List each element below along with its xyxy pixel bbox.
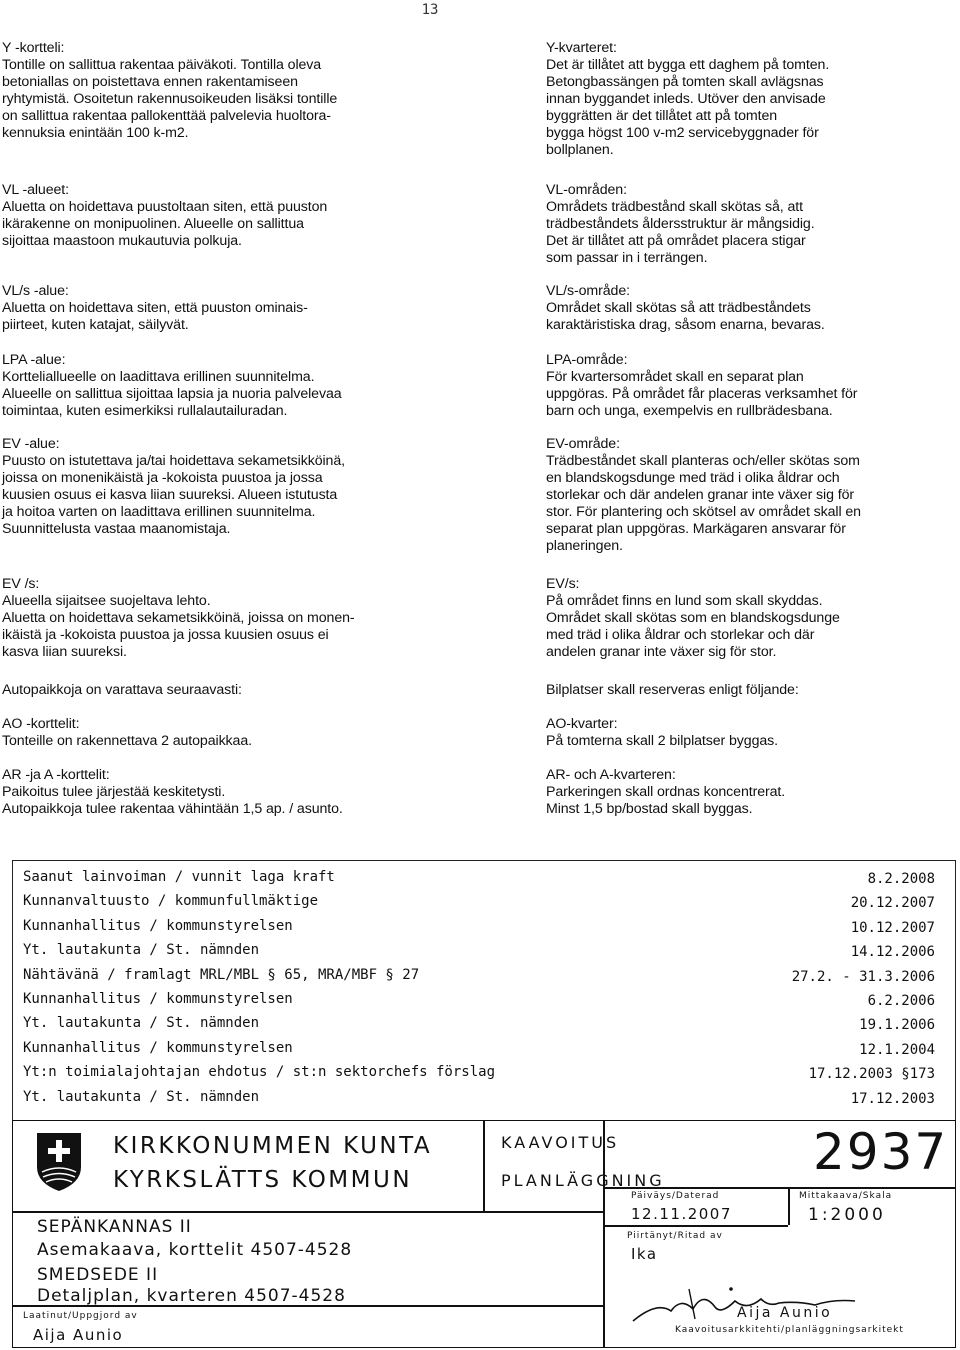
sv-regulation-line: På tomterna skall 2 bilplatser byggas. [546,733,778,749]
plan-name-sv: SMEDSEDE II [37,1265,159,1285]
fi-regulation-block [2,682,422,699]
scale-value: 1:2000 [808,1205,886,1225]
approval-row [13,914,955,938]
sv-regulation-line: bygga högst 100 v-m2 servicebyggnader för [546,125,819,141]
sv-regulation-block [546,682,956,699]
fi-regulation-line: ikärakenne on monipuolinen. Alueelle on sallittua [2,216,304,232]
fi-regulation-line: betoniallas on poistettava ennen rakentamiseen [2,74,298,90]
municipal-crest-icon [35,1131,83,1193]
fi-regulation-line: piirteet, kuten katajat, säilyvät. [2,317,189,333]
fi-regulation-line: kuusien osuus ei kasva liian suureksi. Alueen istutusta [2,487,338,503]
sv-regulation-line: Betongbassängen på tomten skall avlägsnas [546,74,824,90]
fi-regulation-line: sijoittaa maastoon mukautuvia polkuja. [2,233,242,249]
approval-row [13,865,955,889]
fi-regulation-line: kennuksia enintään 100 k-m2. [2,125,189,141]
sv-regulation-line: innan byggandet inleds. Utöver den anvisade [546,91,826,107]
sv-regulation-line: storlekar och där andelen granar inte växer sig för [546,487,854,503]
plan-description-sv: Detaljplan, kvarteren 4507-4528 [37,1286,346,1306]
fi-regulation-line: Suunnittelusta vastaa maanomistaja. [2,521,231,537]
approval-row [13,1036,955,1060]
approval-date: 19.1.2006 [859,1017,935,1034]
fi-regulation-heading: EV -alue: [2,436,60,452]
sv-regulation-heading: AR- och A-kvarteren: [546,767,676,783]
approval-body: Yt. lautakunta / St. nämnden [23,1088,260,1105]
fi-regulation-line: joissa on monenikäistä ja -kokoista puustoa ja jossa [2,470,323,486]
title-block [12,1120,956,1348]
fi-regulation-line: on sallittua rakentaa pallokenttää palvelevia huoltora- [2,108,331,124]
drawn-by-name: Ika [631,1245,658,1263]
fi-regulation-line: ikäistä ja -kokoista puustoa ja jossa kuusien osuus ei [2,627,329,643]
scale-label: Mittakaava/Skala [799,1191,893,1201]
drawn-by-label: Piirtänyt/Ritad av [627,1231,723,1241]
sv-regulation-line: karaktäristiska drag, såsom enarna, bevaras. [546,317,825,333]
fi-regulation-line: ryhtymistä. Osoitetun rakennusoikeuden lisäksi tontille [2,91,338,107]
fi-regulation-line: Tontille on sallittua rakentaa päiväkoti. Tontilla oleva [2,57,322,73]
sv-regulation-line: trädbeståndets åldersstruktur är mångsidig. [546,216,815,232]
fi-regulation-heading: VL/s -alue: [2,283,69,299]
dated-label: Päiväys/Daterad [631,1191,720,1201]
sv-regulation-line: byggrätten är det tillåtet att på tomten [546,108,778,124]
sv-regulation-line: Området skall skötas så att trädbeståndets [546,300,811,316]
fi-regulation-line: ja hoitoa varten on laadittava erillinen suunnitelma. [2,504,316,520]
fi-regulation-block [2,352,422,420]
fi-regulation-heading: AR -ja A -korttelit: [2,767,110,783]
sv-regulation-heading: Y-kvarteret: [546,40,617,56]
sv-regulation-line: en blandskogsdunge med träd i olika åldrar och [546,470,840,486]
approval-date: 17.12.2003 [850,1090,935,1107]
dated-value: 12.11.2007 [631,1205,732,1223]
plan-number: 2937 [813,1123,949,1181]
sv-regulation-line: andelen granar inte växer sig för stor. [546,644,777,660]
sv-regulation-heading: VL/s-område: [546,283,630,299]
fi-regulation-block [2,716,422,750]
municipality-name-sv: KYRKSLÄTTS KOMMUN [113,1167,413,1193]
sv-regulation-line: Parkeringen skall ordnas koncentrerat. [546,784,786,800]
sv-regulation-line: Minst 1,5 bp/bostad skall byggas. [546,801,753,817]
fi-regulation-block [2,767,422,818]
approval-body: Saanut lainvoiman / vunnit laga kraft [23,869,335,885]
sv-regulation-block [546,576,956,661]
sv-regulation-line: bollplanen. [546,142,614,158]
approval-date: 17.12.2003 §173 [808,1066,935,1083]
municipality-name-fi: KIRKKONUMMEN KUNTA [113,1133,433,1159]
approval-row [13,963,955,987]
fi-regulation-line: Alueella sijaitsee suojeltava lehto. [2,593,211,609]
fi-regulation-line: toimintaa, kuten esimerkiksi rullalautailuradan. [2,403,288,419]
signer-name: Aija Aunio [737,1305,833,1321]
approval-body: Kunnanvaltuusto / kommunfullmäktige [23,893,319,910]
sv-regulation-line: planeringen. [546,538,623,554]
fi-regulation-line: Paikoitus tulee järjestää keskitetysti. [2,784,226,800]
approval-table [12,860,956,1124]
approval-body: Kunnanhallitus / kommunstyrelsen [23,917,293,934]
sv-regulation-heading: AO-kvarter: [546,716,618,732]
approval-date: 27.2. - 31.3.2006 [791,968,935,985]
fi-regulation-line: Aluetta on hoidettava sekametsikköinä, joissa on monen- [2,610,355,626]
sv-regulation-line: På området finns en lund som skall skyddas. [546,593,823,609]
approval-body: Yt. lautakunta / St. nämnden [23,942,260,959]
approval-row [13,1011,955,1035]
approval-row [13,938,955,962]
sv-regulation-block [546,182,956,267]
fi-regulation-block [2,40,422,142]
sv-regulation-line: separat plan uppgöras. Markägaren ansvarar för [546,521,846,537]
approval-date: 20.12.2007 [850,895,935,912]
fi-regulation-line: Tonteille on rakennettava 2 autopaikkaa. [2,733,252,749]
sv-regulation-line: som passar in i terrängen. [546,250,708,266]
approval-body: Kunnanhallitus / kommunstyrelsen [23,991,293,1007]
fi-regulation-block [2,182,422,250]
fi-regulation-heading: Autopaikkoja on varattava seuraavasti: [2,682,242,698]
approval-row [13,987,955,1011]
approval-body: Yt. lautakunta / St. nämnden [23,1015,260,1032]
department-sv: PLANLÄGGNING [501,1171,665,1190]
fi-regulation-block [2,283,422,334]
fi-regulation-line: Puusto on istutettava ja/tai hoidettava sekametsikköinä, [2,453,345,469]
plan-description-fi: Asemakaava, korttelit 4507-4528 [37,1240,353,1260]
sv-regulation-line: Området skall skötas som en blandskogsdunge [546,610,840,626]
approval-date: 12.1.2004 [859,1041,935,1058]
approval-row [13,889,955,913]
sv-regulation-line: stor. För plantering och skötsel av området skall en [546,504,861,520]
sv-regulation-line: Det är tillåtet att bygga ett daghem på tomten. [546,57,830,73]
fi-regulation-line: Aluetta on hoidettava puustoltaan siten, että puuston [2,199,328,215]
fi-regulation-heading: EV /s: [2,576,40,592]
sv-regulation-block [546,716,956,750]
prepared-by-name: Aija Aunio [33,1326,124,1344]
approval-date: 10.12.2007 [850,919,935,936]
sv-regulation-heading: EV/s: [546,576,580,592]
sv-regulation-line: Trädbeståndet skall planteras och/eller skötas som [546,453,860,469]
approval-date: 6.2.2006 [867,993,935,1009]
sv-regulation-line: barn och unga, exempelvis en rullbrädesbana. [546,403,833,419]
sv-regulation-heading: Bilplatser skall reserveras enligt följande: [546,682,799,698]
approval-date: 8.2.2008 [867,871,935,887]
approval-body: Kunnanhallitus / kommunstyrelsen [23,1039,293,1056]
signer-title: Kaavoitusarkkitehti/planläggningsarkitekt [675,1325,904,1335]
sv-regulation-block [546,436,956,555]
fi-regulation-block [2,576,422,661]
sv-regulation-block [546,767,956,818]
fi-regulation-heading: LPA -alue: [2,352,66,368]
fi-regulation-line: Alueelle on sallittua sijoittaa lapsia ja nuoria palvelevaa [2,386,342,402]
approval-row [13,1060,955,1084]
approval-date: 14.12.2006 [850,944,935,961]
fi-regulation-heading: Y -kortteli: [2,40,65,56]
sv-regulation-line: Områdets trädbestånd skall skötas så, att [546,199,803,215]
fi-regulation-line: Aluetta on hoidettava siten, että puuston ominais- [2,300,308,316]
department-fi: KAAVOITUS [501,1133,620,1152]
sv-regulation-heading: EV-område: [546,436,620,452]
fi-regulation-line: kasva liian suureksi. [2,644,127,660]
fi-regulation-heading: AO -korttelit: [2,716,80,732]
sv-regulation-heading: LPA-område: [546,352,628,368]
approval-body: Nähtävänä / framlagt MRL/MBL § 65, MRA/MBF § 27 [23,966,420,983]
approval-row [13,1085,955,1109]
fi-regulation-line: Autopaikkoja tulee rakentaa vähintään 1,5 ap. / asunto. [2,801,343,817]
sv-regulation-block [546,283,956,334]
sv-regulation-line: med träd i olika åldrar och storlekar och där [546,627,815,643]
sv-regulation-line: För kvartersområdet skall en separat plan [546,369,804,385]
fi-regulation-heading: VL -alueet: [2,182,69,198]
sv-regulation-heading: VL-områden: [546,182,627,198]
plan-name-fi: SEPÄNKANNAS II [37,1217,192,1237]
sv-regulation-line: Det är tillåtet att på området placera stigar [546,233,806,249]
approval-body: Yt:n toimialajohtajan ehdotus / st:n sektorchefs förslag [23,1064,496,1081]
sv-regulation-block [546,352,956,420]
fi-regulation-block [2,436,422,538]
sv-regulation-block [546,40,956,159]
sv-regulation-line: uppgöras. På området får placeras verksamhet för [546,386,858,402]
page-number: 13 [421,2,439,18]
fi-regulation-line: Kortteliallueelle on laadittava erillinen suunnitelma. [2,369,315,385]
prepared-by-label: Laatinut/Uppgjord av [23,1311,138,1321]
